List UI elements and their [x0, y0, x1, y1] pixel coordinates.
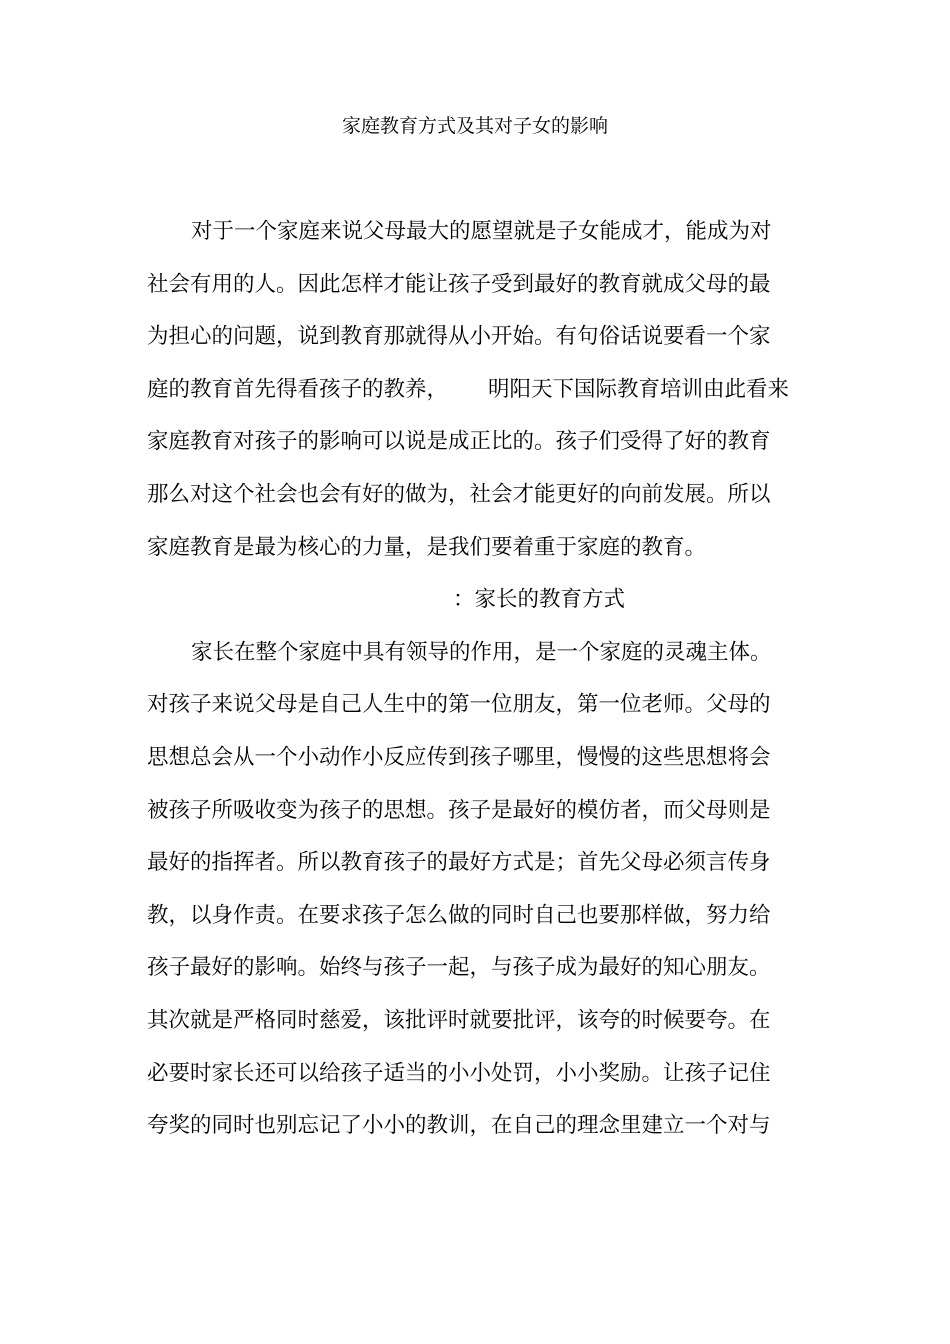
paragraph-line: 社会有用的人。因此怎样才能让孩子受到最好的教育就成父母的最: [147, 271, 771, 297]
paragraph-line: [147, 364, 807, 417]
paragraph-line: 被孩子所吸收变为孩子的思想。孩子是最好的模仿者，而父母则是: [147, 797, 771, 823]
paragraph-line: 必要时家长还可以给孩子适当的小小处罚，小小奖励。让孩子记住: [147, 1060, 771, 1086]
paragraph-line: 家长在整个家庭中具有领导的作用，是一个家庭的灵魂主体。: [191, 639, 772, 665]
paragraph-line-part: 庭的教育首先得看孩子的教养，: [147, 376, 449, 402]
paragraph-line: 对孩子来说父母是自己人生中的第一位朋友，第一位老师。父母的: [147, 692, 771, 718]
paragraph-line: 对于一个家庭来说父母最大的愿望就是子女能成才，能成为对: [191, 219, 772, 244]
paragraph-line: 教，以身作责。在要求孩子怎么做的同时自己也要那样做，努力给: [147, 902, 771, 928]
paragraph-line: 其次就是严格同时慈爱，该批评时就要批评，该夸的时候要夸。在: [147, 1007, 771, 1033]
paragraph-line: 为担心的问题，说到教育那就得从小开始。有句俗话说要看一个家: [147, 324, 771, 350]
paragraph-line: 夸奖的同时也别忘记了小小的教训，在自己的理念里建立一个对与: [147, 1113, 771, 1139]
paragraph-line: 家庭教育是最为核心的力量，是我们要着重于家庭的教育。: [147, 534, 707, 560]
paragraph-line: 家庭教育对孩子的影响可以说是成正比的。孩子们受得了好的教育: [147, 429, 771, 455]
paragraph-line: 思想总会从一个小动作小反应传到孩子哪里，慢慢的这些思想将会: [147, 744, 771, 770]
paragraph-line: 最好的指挥者。所以教育孩子的最好方式是；首先父母必须言传身: [147, 850, 771, 876]
document-body: [147, 206, 807, 1153]
paragraph-line-part: 明阳天下国际教育培训由此看来: [488, 376, 790, 402]
section-heading: ：家长的教育方式: [453, 587, 626, 613]
paragraph-line: 那么对这个社会也会有好的做为，社会才能更好的向前发展。所以: [147, 481, 771, 507]
document-title: 家庭教育方式及其对子女的影响: [341, 115, 608, 137]
paragraph-line: 孩子最好的影响。始终与孩子一起，与孩子成为最好的知心朋友。: [147, 955, 771, 981]
